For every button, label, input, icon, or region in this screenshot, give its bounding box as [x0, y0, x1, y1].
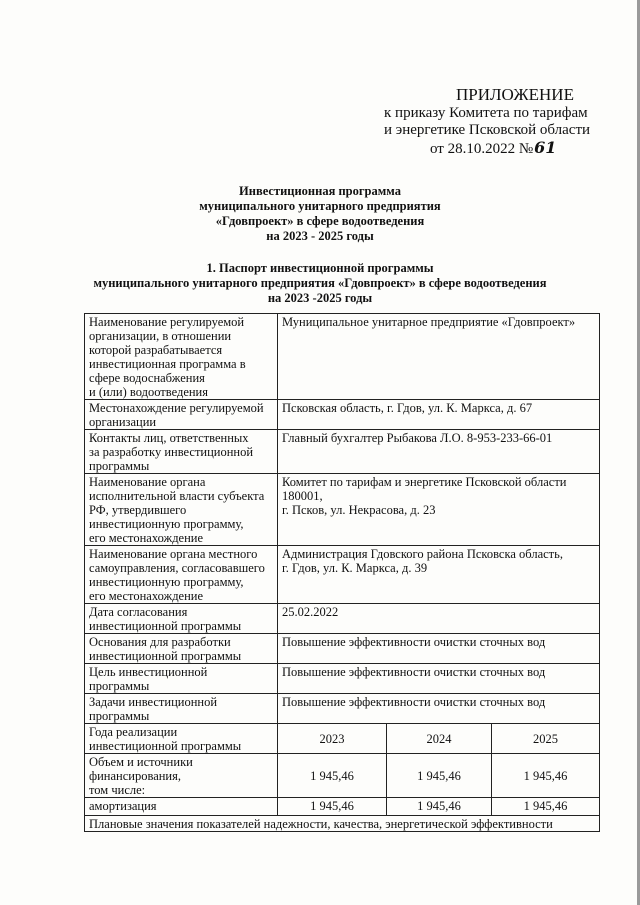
- passport-table: [84, 313, 600, 832]
- row-label-text: его местонахождение: [89, 531, 204, 545]
- row-label-text: и (или) водоотведения: [89, 385, 208, 399]
- row-label-text: программы: [89, 679, 150, 693]
- row-label-text: организации: [89, 415, 157, 429]
- amortization-row: [85, 798, 600, 816]
- row-value-cell: [278, 694, 600, 724]
- row-value-text: г. Гдов, ул. К. Маркса, д. 39: [282, 561, 428, 575]
- row-value-text: Псковская область, г. Гдов, ул. К. Маркса, д. 67: [282, 401, 533, 415]
- table-row: [85, 604, 600, 634]
- financing-row-value: 1 945,46: [492, 754, 600, 798]
- amortization-row-value: 1 945,46: [278, 798, 387, 816]
- row-label-cell: [85, 546, 278, 604]
- row-value-text: Главный бухгалтер Рыбакова Л.О. 8-953-233-66-01: [282, 431, 553, 445]
- row-label-text: исполнительной власти субъекта: [89, 489, 265, 503]
- row-label-cell: [85, 314, 278, 400]
- row-label-cell: [85, 694, 278, 724]
- row-value-text: Повышение эффективности очистки сточных вод: [282, 695, 546, 709]
- row-value-cell: [278, 400, 600, 430]
- program-title-line: муниципального унитарного предприятия: [199, 199, 441, 213]
- row-label-cell: [85, 430, 278, 474]
- passport-title-line: муниципального унитарного предприятия «Гдовпроект» в сфере водоотведения: [93, 276, 547, 290]
- years-row-value: 2023: [278, 724, 387, 754]
- passport-title-line: 1. Паспорт инвестиционной программы: [206, 261, 434, 275]
- order-number-handwritten: 61: [534, 138, 557, 157]
- row-value-text: г. Псков, ул. Некрасова, д. 23: [282, 503, 436, 517]
- row-value-text: 25.02.2022: [282, 605, 339, 619]
- table-row: [85, 474, 600, 546]
- row-label-text: Объем и источники: [89, 755, 193, 769]
- financing-row-value: 1 945,46: [387, 754, 492, 798]
- row-label-cell: [85, 604, 278, 634]
- program-title-line: Инвестиционная программа: [239, 184, 401, 198]
- row-value-cell: [278, 604, 600, 634]
- row-label-text: которой разрабатывается: [89, 343, 223, 357]
- row-label-cell: [85, 664, 278, 694]
- row-label-text: Наименование органа: [89, 475, 206, 489]
- indicators-heading: Плановые значения показателей надежности, качества, энергетической эффективности: [85, 816, 600, 832]
- table-row: [85, 400, 600, 430]
- appendix-order-line: к приказу Комитета по тарифам: [384, 105, 588, 121]
- passport-title-line: на 2023 -2025 годы: [267, 291, 373, 305]
- passport-title: [0, 261, 640, 306]
- row-label-text: программы: [89, 459, 150, 473]
- row-label-text: сфере водоснабжения: [89, 371, 205, 385]
- appendix-date: от 28.10.2022 №: [430, 141, 534, 157]
- row-label-text: РФ, утвердившего: [89, 503, 187, 517]
- appendix-committee-line: и энергетике Псковской области: [384, 122, 591, 138]
- row-label-text: программы: [89, 709, 150, 723]
- row-label-text: Года реализации: [89, 725, 178, 739]
- row-label-text: Наименование регулируемой: [89, 315, 245, 329]
- row-label-cell: [85, 798, 278, 816]
- row-label-text: его местонахождение: [89, 589, 204, 603]
- row-label-text: инвестиционную программу,: [89, 517, 244, 531]
- row-label-cell: [85, 754, 278, 798]
- row-value-text: Администрация Гдовского района Псковска область,: [282, 547, 563, 561]
- row-label-text: инвестиционной программы: [89, 619, 242, 633]
- row-label-cell: [85, 724, 278, 754]
- row-label-text: том числе:: [89, 783, 146, 797]
- row-value-text: 180001,: [282, 489, 323, 503]
- row-label-text: амортизация: [89, 799, 157, 813]
- years-row-value: 2025: [492, 724, 600, 754]
- row-label-text: Цель инвестиционной: [89, 665, 208, 679]
- row-label-text: организации, в отношении: [89, 329, 232, 343]
- row-label-text: Местонахождение регулируемой: [89, 401, 264, 415]
- table-row: [85, 634, 600, 664]
- years-row: [85, 724, 600, 754]
- row-label-text: инвестиционной программы: [89, 739, 242, 753]
- row-value-cell: [278, 474, 600, 546]
- row-label-cell: [85, 400, 278, 430]
- row-label-text: Дата согласования: [89, 605, 188, 619]
- row-label-text: инвестиционной программы: [89, 649, 242, 663]
- row-label-text: Задачи инвестиционной: [89, 695, 218, 709]
- amortization-row-value: 1 945,46: [492, 798, 600, 816]
- row-value-text: Повышение эффективности очистки сточных вод: [282, 635, 546, 649]
- row-value-cell: [278, 314, 600, 400]
- financing-row-value: 1 945,46: [278, 754, 387, 798]
- row-value-cell: [278, 664, 600, 694]
- row-value-text: Муниципальное унитарное предприятие «Гдовпроект»: [282, 315, 576, 329]
- table-row: [85, 430, 600, 474]
- financing-row: [85, 754, 600, 798]
- row-label-text: инвестиционную программу,: [89, 575, 244, 589]
- row-value-text: Комитет по тарифам и энергетике Псковской области: [282, 475, 567, 489]
- row-value-cell: [278, 546, 600, 604]
- indicators-row: [85, 816, 600, 832]
- row-value-cell: [278, 634, 600, 664]
- row-value-text: Повышение эффективности очистки сточных вод: [282, 665, 546, 679]
- row-label-text: Наименование органа местного: [89, 547, 258, 561]
- row-label-cell: [85, 474, 278, 546]
- row-label-cell: [85, 634, 278, 664]
- row-label-text: Контакты лиц, ответственных: [89, 431, 249, 445]
- program-title-line: на 2023 - 2025 годы: [266, 229, 374, 243]
- appendix-date-line: [380, 139, 620, 158]
- amortization-row-value: 1 945,46: [387, 798, 492, 816]
- table-row: [85, 694, 600, 724]
- row-label-text: инвестиционная программа в: [89, 357, 246, 371]
- table-row: [85, 314, 600, 400]
- program-title-line: «Гдовпроект» в сфере водоотведения: [215, 214, 425, 228]
- row-label-text: финансирования,: [89, 769, 181, 783]
- row-label-text: самоуправления, согласовавшего: [89, 561, 265, 575]
- years-row-value: 2024: [387, 724, 492, 754]
- program-title: [0, 184, 640, 244]
- table-row: [85, 664, 600, 694]
- row-label-text: за разработку инвестиционной: [89, 445, 254, 459]
- table-row: [85, 546, 600, 604]
- row-label-text: Основания для разработки: [89, 635, 231, 649]
- appendix-block: [380, 86, 620, 158]
- appendix-title: ПРИЛОЖЕНИЕ: [456, 85, 574, 104]
- row-value-cell: [278, 430, 600, 474]
